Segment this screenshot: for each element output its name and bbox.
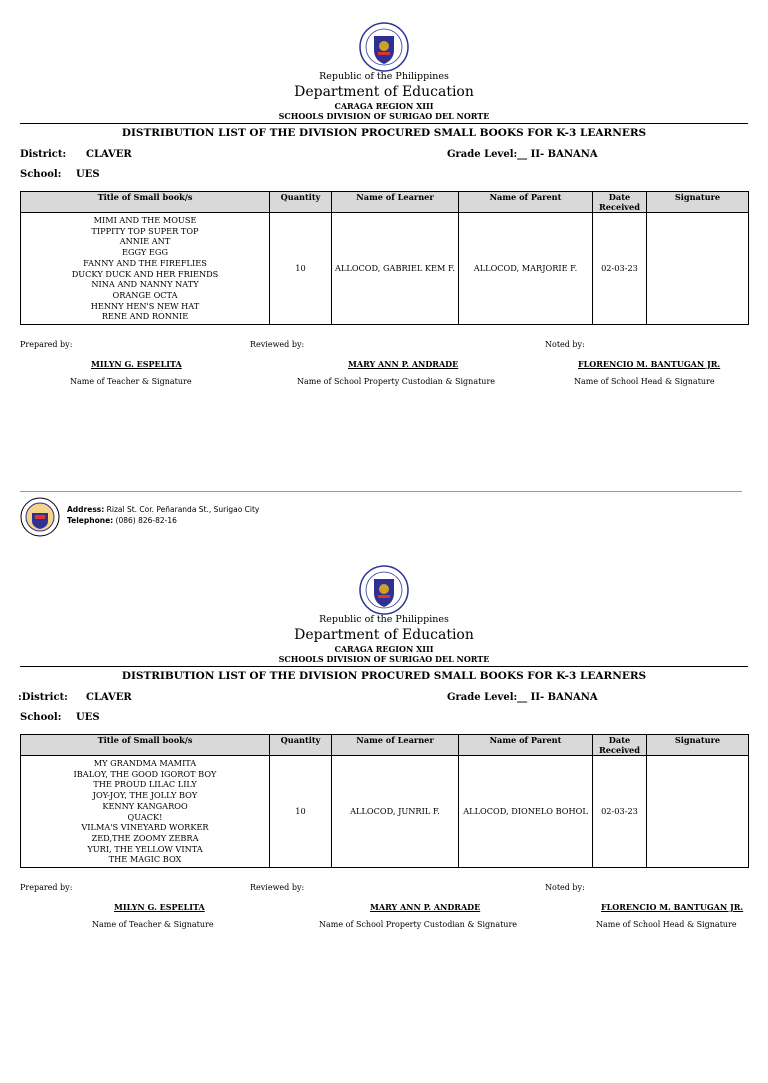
region-name: CARAGA REGION XIII — [334, 101, 434, 111]
department-name: Department of Education — [294, 627, 474, 643]
custodian-caption: Name of School Property Custodian & Signature — [297, 377, 496, 386]
book-title: DUCKY DUCK AND HER FRIENDS — [71, 268, 219, 279]
column-header: Title of Small book/s — [21, 735, 270, 756]
grade-level: Grade Level:__ II- BANANA — [447, 149, 598, 160]
column-header: Quantity — [270, 192, 332, 213]
column-header: Signature — [647, 192, 749, 213]
book-title: EGGY EGG — [122, 247, 168, 258]
header-rule — [20, 123, 748, 124]
book-title: VILMA'S VINEYARD WORKER — [81, 822, 209, 833]
quantity-cell: 10 — [270, 756, 332, 868]
book-title: YURI, THE YELLOW VINTA — [87, 843, 203, 854]
distribution-table — [20, 191, 749, 325]
teacher-name: MILYN G. ESPELITA — [91, 359, 182, 369]
custodian-caption: Name of School Property Custodian & Signature — [319, 920, 518, 929]
school-label: School: — [20, 169, 62, 180]
book-title: THE PROUD LILAC LILY — [93, 779, 197, 790]
book-title: KENNY KANGAROO — [102, 800, 188, 811]
division-seal-icon — [20, 497, 60, 537]
table-row — [21, 756, 749, 868]
column-header: Date Received — [593, 735, 647, 756]
book-title: ZED,THE ZOOMY ZEBRA — [91, 832, 199, 843]
republic-line: Republic of the Philippines — [319, 614, 449, 625]
district-label: District: — [20, 149, 67, 160]
book-title: TIPPITY TOP SUPER TOP — [91, 225, 199, 236]
column-header: Name of Learner — [332, 735, 459, 756]
district-value: CLAVER — [86, 692, 132, 703]
column-header: Signature — [647, 735, 749, 756]
deped-seal-icon — [359, 565, 409, 615]
list-title: DISTRIBUTION LIST OF THE DIVISION PROCURED SMALL BOOKS FOR K-3 LEARNERS — [121, 127, 647, 139]
distribution-table — [20, 734, 749, 868]
teacher-caption: Name of Teacher & Signature — [92, 920, 214, 929]
reviewed-by-label: Reviewed by: — [250, 883, 305, 892]
footer-rule — [20, 491, 742, 492]
deped-seal-icon — [359, 22, 409, 72]
school-value: UES — [76, 169, 100, 180]
date-received-cell: 02-03-23 — [593, 213, 647, 325]
noted-by-label: Noted by: — [545, 340, 585, 349]
book-title: RENE AND RONNIE — [101, 311, 189, 322]
book-title: IBALOY, THE GOOD IGOROT BOY — [73, 768, 217, 779]
book-title: MIMI AND THE MOUSE — [93, 215, 197, 225]
division-name: SCHOOLS DIVISION OF SURIGAO DEL NORTE — [278, 654, 490, 664]
teacher-caption: Name of Teacher & Signature — [70, 377, 192, 386]
book-title: NINA AND NANNY NATY — [91, 279, 199, 290]
prepared-by-label: Prepared by: — [20, 340, 73, 349]
district-value: CLAVER — [86, 149, 132, 160]
book-title: MY GRANDMA MAMITA — [93, 758, 197, 768]
signature-cell — [647, 756, 749, 868]
table-row — [21, 213, 749, 325]
parent-cell: ALLOCOD, DIONELO BOHOL — [459, 756, 593, 868]
book-title: FANNY AND THE FIREFLIES — [83, 257, 207, 268]
school-head-name: FLORENCIO M. BANTUGAN JR. — [578, 359, 721, 369]
school-label: School: — [20, 712, 62, 723]
list-title: DISTRIBUTION LIST OF THE DIVISION PROCURED SMALL BOOKS FOR K-3 LEARNERS — [121, 670, 647, 682]
table-header-row — [21, 192, 749, 213]
date-received-cell: 02-03-23 — [593, 756, 647, 868]
learner-cell: ALLOCOD, GABRIEL KEM F. — [332, 213, 459, 325]
parent-cell: ALLOCOD, MARJORIE F. — [459, 213, 593, 325]
book-titles-cell — [21, 756, 270, 868]
school-value: UES — [76, 712, 100, 723]
document-page-1 — [0, 0, 768, 540]
learner-cell: ALLOCOD, JUNRIL F. — [332, 756, 459, 868]
prepared-by-label: Prepared by: — [20, 883, 73, 892]
column-header: Name of Parent — [459, 735, 593, 756]
column-header: Quantity — [270, 735, 332, 756]
book-title: QUACK! — [127, 811, 163, 822]
reviewed-by-label: Reviewed by: — [250, 340, 305, 349]
custodian-name: MARY ANN P. ANDRADE — [348, 359, 459, 369]
division-name: SCHOOLS DIVISION OF SURIGAO DEL NORTE — [278, 111, 490, 121]
book-title: ORANGE OCTA — [112, 289, 178, 300]
noted-by-label: Noted by: — [545, 883, 585, 892]
table-header-row — [21, 735, 749, 756]
document-page-2 — [0, 543, 768, 1083]
signature-cell — [647, 213, 749, 325]
custodian-name: MARY ANN P. ANDRADE — [370, 902, 481, 912]
department-name: Department of Education — [294, 84, 474, 100]
school-head-name: FLORENCIO M. BANTUGAN JR. — [601, 902, 744, 912]
teacher-name: MILYN G. ESPELITA — [114, 902, 205, 912]
column-header: Name of Parent — [459, 192, 593, 213]
footer-address: Address: Rizal St. Cor. Peñaranda St., Surigao City — [67, 505, 260, 514]
district-label: :District: — [18, 692, 68, 703]
school-head-caption: Name of School Head & Signature — [596, 920, 737, 929]
book-title: THE MAGIC BOX — [108, 854, 182, 865]
book-titles-cell — [21, 213, 270, 325]
region-name: CARAGA REGION XIII — [334, 644, 434, 654]
quantity-cell: 10 — [270, 213, 332, 325]
footer-telephone: Telephone: (086) 826-82-16 — [67, 516, 177, 525]
column-header: Date Received — [593, 192, 647, 213]
grade-level: Grade Level:__ II- BANANA — [447, 692, 598, 703]
book-title: ANNIE ANT — [119, 236, 171, 247]
column-header: Title of Small book/s — [21, 192, 270, 213]
header-rule — [20, 666, 748, 667]
republic-line: Republic of the Philippines — [319, 71, 449, 82]
book-title: JOY-JOY, THE JOLLY BOY — [92, 790, 198, 801]
book-title: HENNY HEN'S NEW HAT — [90, 300, 200, 311]
school-head-caption: Name of School Head & Signature — [574, 377, 715, 386]
column-header: Name of Learner — [332, 192, 459, 213]
